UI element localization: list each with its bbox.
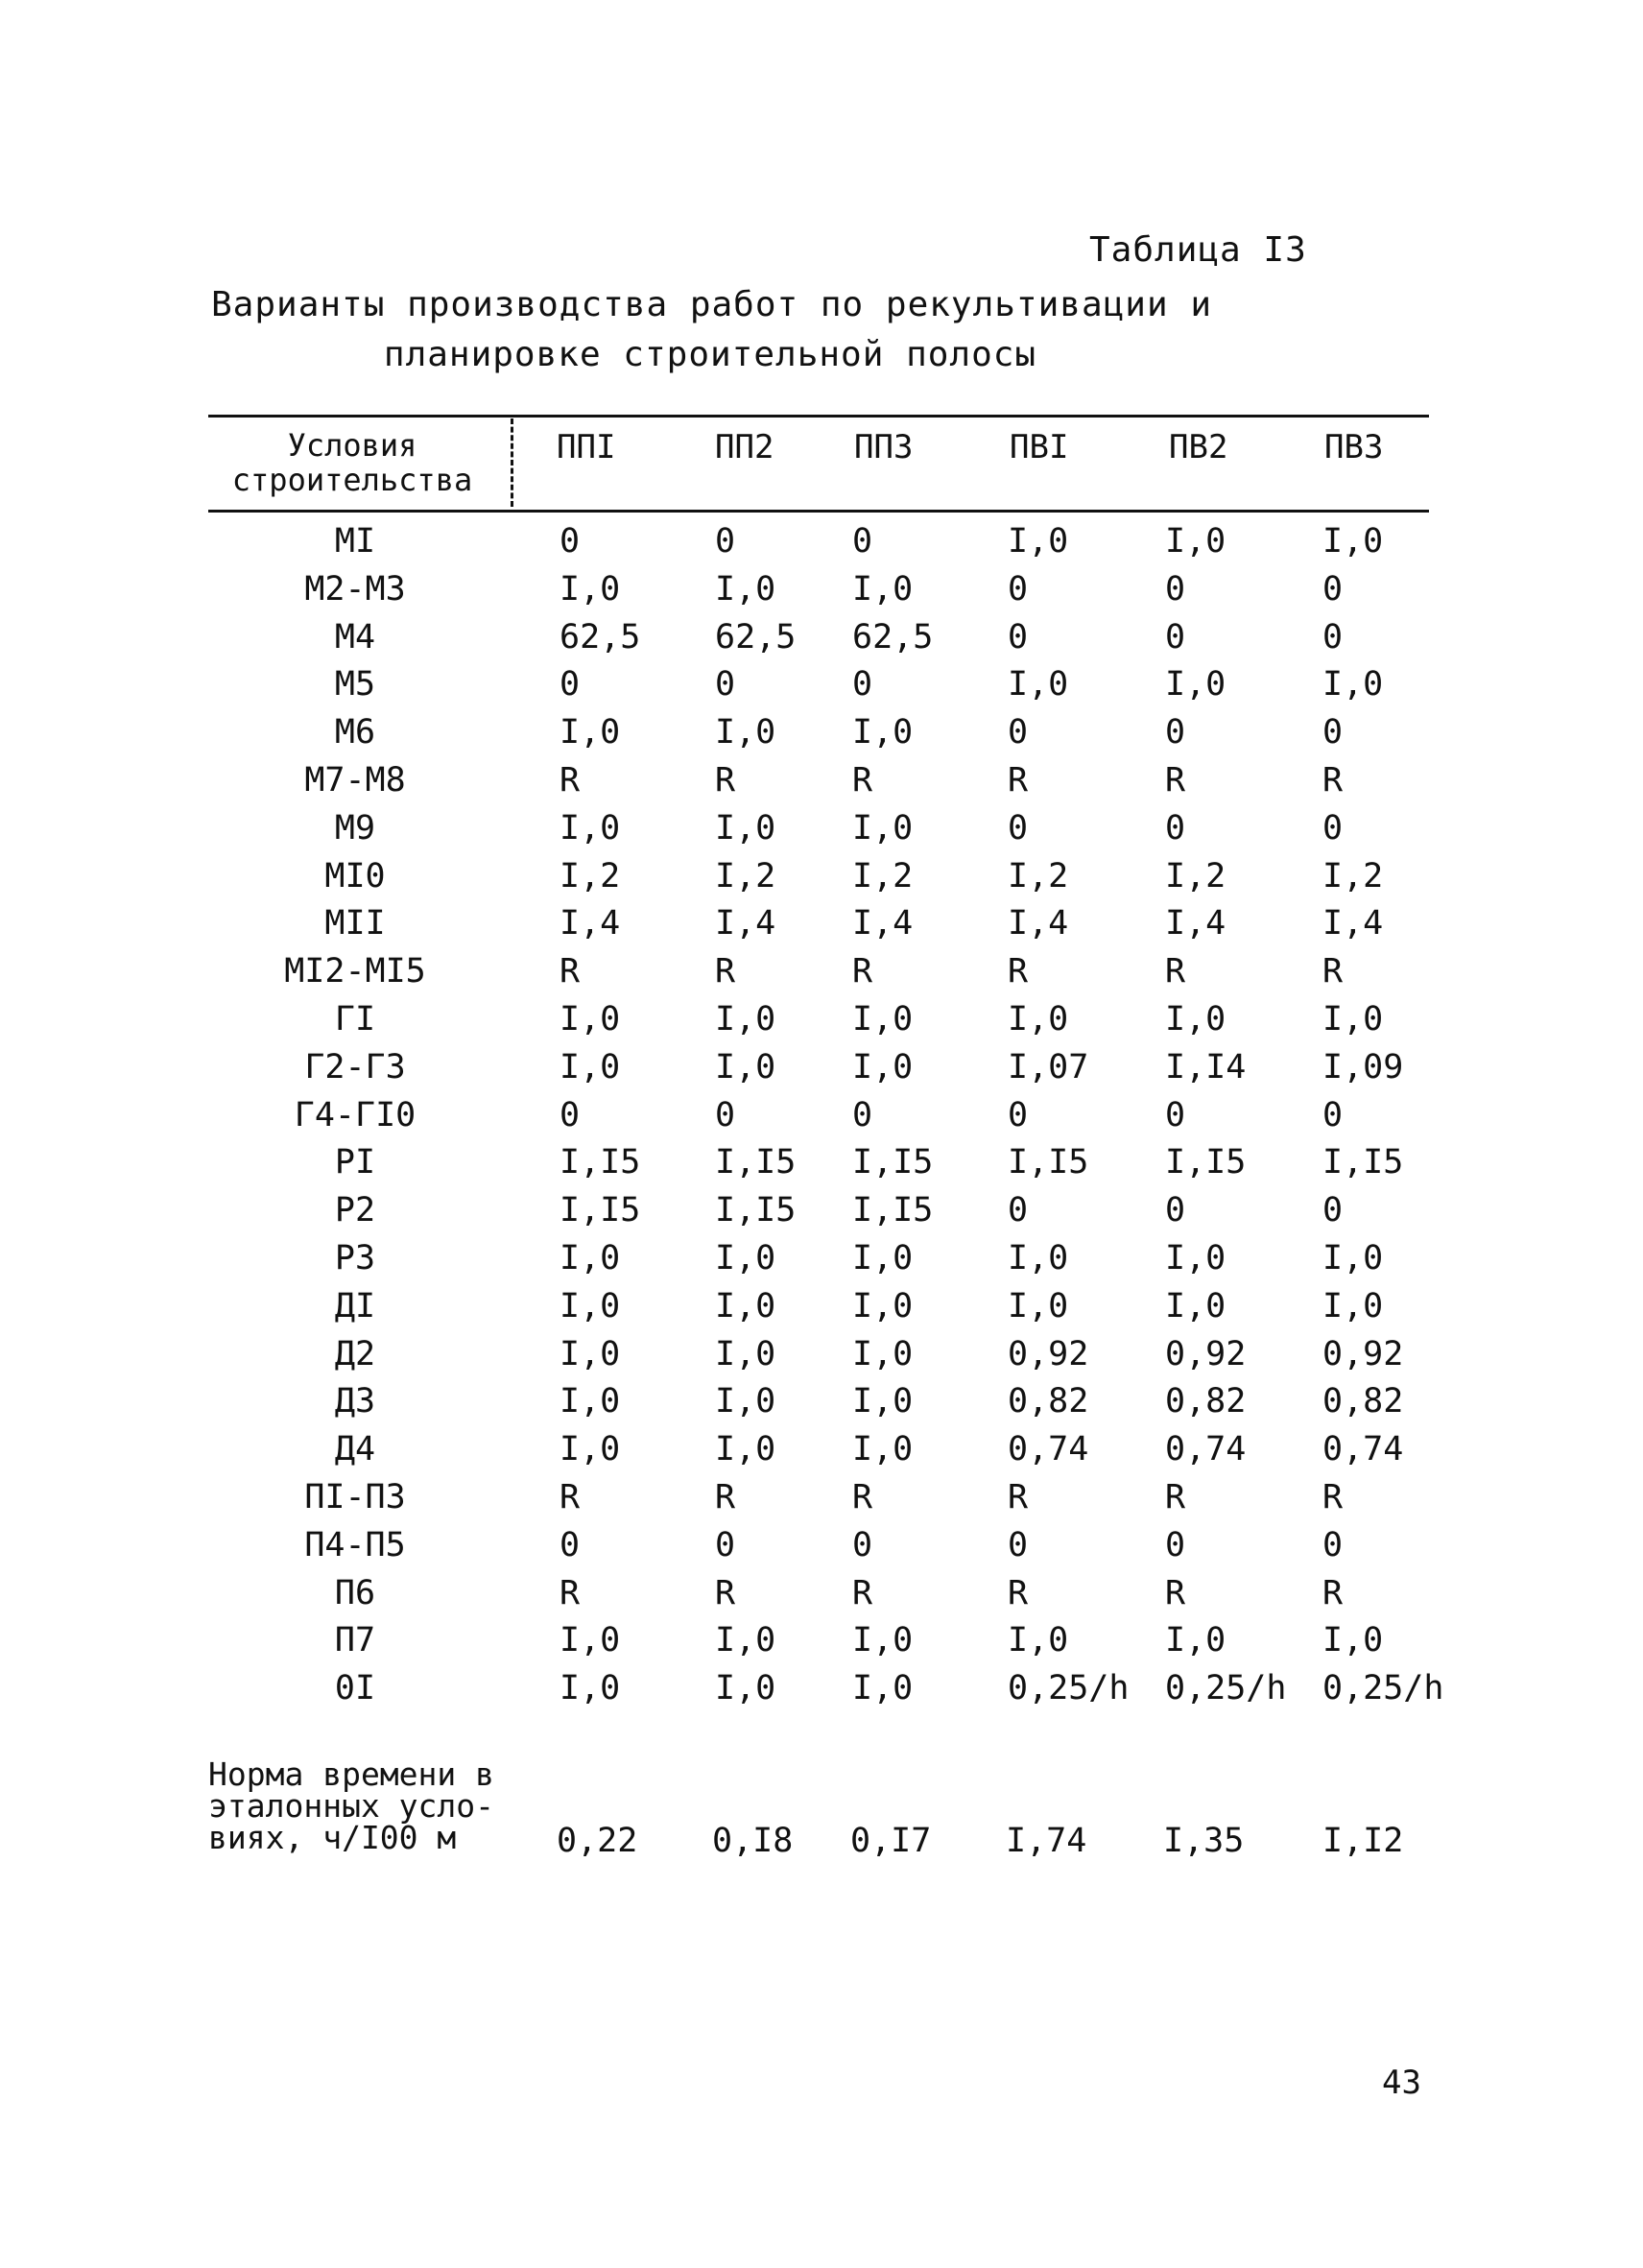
value-cell: R — [1165, 1573, 1186, 1612]
value-cell: 0 — [1322, 1095, 1344, 1134]
condition-cell: Р3 — [334, 1238, 376, 1277]
value-cell: I,0 — [852, 1238, 914, 1277]
value-cell: 0 — [1322, 617, 1344, 657]
value-cell: I,0 — [715, 1382, 776, 1421]
value-cell: R — [852, 760, 873, 800]
value-cell: 0,92 — [1165, 1334, 1247, 1373]
table-row — [0, 1092, 1643, 1140]
value-cell: I,I5 — [852, 1191, 934, 1230]
column-header-pv3: ПВ3 — [1324, 428, 1384, 466]
column-header-pvi: ПВI — [1010, 428, 1069, 466]
condition-header — [208, 428, 496, 497]
value-cell: I,I5 — [852, 1143, 934, 1182]
value-cell: I,0 — [715, 1334, 776, 1373]
value-cell: I,0 — [715, 569, 776, 609]
value-cell: R — [715, 952, 736, 991]
page-number: 43 — [1382, 2064, 1421, 2102]
table-row — [0, 1665, 1643, 1713]
condition-cell: ДI — [334, 1286, 376, 1325]
column-header-pv2: ПВ2 — [1169, 428, 1228, 466]
value-cell: 62,5 — [560, 617, 641, 657]
column-header-pp2: ПП2 — [715, 428, 774, 466]
value-cell: I,0 — [1165, 999, 1226, 1039]
table-row — [0, 1235, 1643, 1283]
condition-cell: МI — [334, 522, 376, 561]
value-cell: I,0 — [852, 1047, 914, 1086]
value-cell: I,0 — [715, 1621, 776, 1660]
value-cell: I,0 — [715, 808, 776, 848]
table-row — [0, 1139, 1643, 1187]
value-cell: I,0 — [560, 1621, 621, 1660]
column-header-pp3: ПП3 — [854, 428, 914, 466]
value-cell: I,0 — [852, 1334, 914, 1373]
table-row — [0, 1331, 1643, 1379]
table-row — [0, 1617, 1643, 1665]
value-cell: I,0 — [715, 1669, 776, 1708]
table-row — [0, 1283, 1643, 1331]
value-cell: 0 — [1165, 1191, 1186, 1230]
value-cell: R — [1322, 1477, 1344, 1516]
value-cell: 0,74 — [1008, 1430, 1089, 1469]
value-cell: 0 — [1008, 808, 1029, 848]
value-cell: I,0 — [852, 1286, 914, 1325]
condition-header-line-2: строительства — [231, 462, 473, 498]
table-row — [0, 1378, 1643, 1426]
value-cell: I,0 — [1322, 999, 1384, 1039]
value-cell: R — [1322, 760, 1344, 800]
value-cell: I,4 — [715, 904, 776, 943]
table-row — [0, 1187, 1643, 1235]
value-cell: 0 — [1165, 569, 1186, 609]
value-cell: I,4 — [560, 904, 621, 943]
value-cell: I,2 — [1165, 856, 1226, 895]
value-cell: R — [1165, 760, 1186, 800]
value-cell: I,I5 — [560, 1191, 641, 1230]
norm-value-pv2: I,35 — [1163, 1822, 1245, 1860]
value-cell: R — [560, 1573, 581, 1612]
value-cell: I,I5 — [715, 1143, 797, 1182]
value-cell: I,0 — [1008, 1621, 1069, 1660]
value-cell: 0 — [560, 1525, 581, 1564]
value-cell: 0 — [1008, 1525, 1029, 1564]
value-cell: I,0 — [715, 1286, 776, 1325]
value-cell: 0,25/h — [1165, 1669, 1287, 1708]
value-cell: I,4 — [1008, 904, 1069, 943]
value-cell: I,I5 — [1008, 1143, 1089, 1182]
table-body — [0, 518, 1643, 1713]
table-row — [0, 661, 1643, 709]
value-cell: I,0 — [560, 808, 621, 848]
value-cell: I,4 — [852, 904, 914, 943]
condition-cell: Р2 — [334, 1191, 376, 1230]
value-cell: I,0 — [560, 1430, 621, 1469]
value-cell: I,0 — [852, 1621, 914, 1660]
value-cell: I,0 — [1322, 522, 1384, 561]
value-cell: R — [1165, 1477, 1186, 1516]
value-cell: 0 — [1322, 569, 1344, 609]
value-cell: R — [852, 952, 873, 991]
table-row — [0, 614, 1643, 662]
table-row — [0, 805, 1643, 853]
value-cell: R — [1008, 1573, 1029, 1612]
condition-cell: П7 — [334, 1621, 376, 1660]
table-title-line-2: планировке строительной полосы — [383, 335, 1037, 374]
value-cell: 0 — [715, 522, 736, 561]
table-row — [0, 1044, 1643, 1092]
condition-cell: ГI — [334, 999, 376, 1039]
value-cell: I,0 — [1008, 665, 1069, 704]
value-cell: R — [1008, 760, 1029, 800]
value-cell: 0 — [1008, 1095, 1029, 1134]
table-title-line-1: Варианты производства работ по рекультивации и — [211, 285, 1212, 324]
value-cell: 0,92 — [1322, 1334, 1404, 1373]
condition-cell: М6 — [334, 713, 376, 752]
value-cell: 0 — [1165, 713, 1186, 752]
value-cell: 0,92 — [1008, 1334, 1089, 1373]
value-cell: I,0 — [852, 1382, 914, 1421]
value-cell: I,0 — [1008, 1238, 1069, 1277]
table-row — [0, 1426, 1643, 1474]
value-cell: I,0 — [852, 1669, 914, 1708]
value-cell: 0 — [852, 1095, 873, 1134]
value-cell: 0 — [1322, 1191, 1344, 1230]
value-cell: I,0 — [1165, 1286, 1226, 1325]
value-cell: 0 — [1165, 1095, 1186, 1134]
value-cell: 0 — [1165, 617, 1186, 657]
condition-cell: ПI-П3 — [304, 1477, 406, 1516]
value-cell: I,0 — [1322, 1238, 1384, 1277]
value-cell: I,0 — [852, 713, 914, 752]
value-cell: I,09 — [1322, 1047, 1404, 1086]
value-cell: I,2 — [715, 856, 776, 895]
value-cell: 0,82 — [1322, 1382, 1404, 1421]
condition-header-line-1: Условия — [287, 427, 417, 464]
condition-cell: Д4 — [334, 1430, 376, 1469]
value-cell: 0 — [852, 522, 873, 561]
value-cell: 0 — [560, 1095, 581, 1134]
table-row — [0, 518, 1643, 566]
header-dashed-divider — [511, 418, 513, 507]
value-cell: R — [560, 1477, 581, 1516]
value-cell: 0 — [1322, 808, 1344, 848]
value-cell: I,I4 — [1165, 1047, 1247, 1086]
value-cell: I,0 — [1008, 1286, 1069, 1325]
value-cell: 0 — [1008, 569, 1029, 609]
table-row — [0, 757, 1643, 805]
value-cell: I,4 — [1165, 904, 1226, 943]
value-cell: R — [715, 760, 736, 800]
value-cell: I,0 — [852, 808, 914, 848]
value-cell: I,0 — [1322, 1286, 1384, 1325]
value-cell: I,07 — [1008, 1047, 1089, 1086]
value-cell: I,0 — [560, 1334, 621, 1373]
condition-cell: Д2 — [334, 1334, 376, 1373]
condition-cell: МI2-МI5 — [284, 952, 426, 991]
value-cell: I,0 — [1165, 1238, 1226, 1277]
value-cell: I,0 — [852, 999, 914, 1039]
table-row — [0, 1522, 1643, 1570]
value-cell: I,0 — [852, 569, 914, 609]
value-cell: I,0 — [1322, 1621, 1384, 1660]
value-cell: I,I5 — [715, 1191, 797, 1230]
condition-cell: МII — [324, 904, 386, 943]
norm-value-pvi: I,74 — [1006, 1822, 1087, 1860]
table-header-rule — [208, 510, 1429, 513]
value-cell: R — [1008, 1477, 1029, 1516]
value-cell: I,0 — [560, 1382, 621, 1421]
value-cell: I,0 — [715, 1047, 776, 1086]
value-cell: I,2 — [852, 856, 914, 895]
value-cell: I,2 — [1322, 856, 1384, 895]
value-cell: I,0 — [715, 999, 776, 1039]
value-cell: I,0 — [560, 999, 621, 1039]
table-row — [0, 709, 1643, 757]
value-cell: R — [852, 1573, 873, 1612]
norm-value-pp3: 0,I7 — [850, 1822, 932, 1860]
value-cell: I,0 — [560, 1286, 621, 1325]
table-row — [0, 853, 1643, 901]
value-cell: 0 — [1008, 1191, 1029, 1230]
value-cell: I,0 — [560, 713, 621, 752]
value-cell: I,0 — [1008, 999, 1069, 1039]
value-cell: I,0 — [1322, 665, 1384, 704]
value-cell: 0 — [1165, 1525, 1186, 1564]
value-cell: 0 — [715, 1525, 736, 1564]
value-cell: I,I5 — [1322, 1143, 1404, 1182]
value-cell: R — [560, 952, 581, 991]
condition-cell: П6 — [334, 1573, 376, 1612]
value-cell: I,0 — [1008, 522, 1069, 561]
condition-cell: Г4-ГI0 — [294, 1095, 417, 1134]
value-cell: R — [852, 1477, 873, 1516]
value-cell: I,0 — [1165, 665, 1226, 704]
value-cell: 62,5 — [715, 617, 797, 657]
table-row — [0, 1570, 1643, 1618]
value-cell: R — [560, 760, 581, 800]
condition-cell: Г2-Г3 — [304, 1047, 406, 1086]
value-cell: 0,74 — [1165, 1430, 1247, 1469]
value-cell: I,0 — [1165, 1621, 1226, 1660]
condition-cell: М5 — [334, 665, 376, 704]
value-cell: I,0 — [715, 1430, 776, 1469]
value-cell: I,4 — [1322, 904, 1384, 943]
value-cell: I,0 — [560, 1047, 621, 1086]
value-cell: I,0 — [715, 1238, 776, 1277]
value-cell: 0 — [1165, 808, 1186, 848]
value-cell: R — [715, 1477, 736, 1516]
value-cell: I,0 — [560, 1669, 621, 1708]
table-row — [0, 996, 1643, 1044]
value-cell: 0,25/h — [1322, 1669, 1444, 1708]
value-cell: 0,82 — [1165, 1382, 1247, 1421]
norm-label: Норма времени в эталонных усло- виях, ч/I00 м — [208, 1755, 495, 1856]
value-cell: R — [1322, 1573, 1344, 1612]
table-row — [0, 566, 1643, 614]
value-cell: 0 — [1322, 1525, 1344, 1564]
table-top-rule — [208, 415, 1429, 418]
value-cell: I,0 — [560, 1238, 621, 1277]
value-cell: I,0 — [560, 569, 621, 609]
value-cell: 0 — [1008, 617, 1029, 657]
value-cell: 62,5 — [852, 617, 934, 657]
table-caption: Таблица I3 — [1089, 230, 1307, 270]
value-cell: I,I5 — [560, 1143, 641, 1182]
value-cell: R — [1008, 952, 1029, 991]
value-cell: I,I5 — [1165, 1143, 1247, 1182]
value-cell: R — [1322, 952, 1344, 991]
table-row — [0, 1474, 1643, 1522]
condition-cell: П4-П5 — [304, 1525, 406, 1564]
norm-value-pv3: I,I2 — [1322, 1822, 1404, 1860]
table-row — [0, 900, 1643, 948]
value-cell: R — [715, 1573, 736, 1612]
value-cell: I,0 — [1165, 522, 1226, 561]
value-cell: 0,82 — [1008, 1382, 1089, 1421]
condition-cell: М4 — [334, 617, 376, 657]
norm-value-ppi: 0,22 — [557, 1822, 638, 1860]
value-cell: I,0 — [715, 713, 776, 752]
value-cell: 0 — [852, 665, 873, 704]
value-cell: 0 — [852, 1525, 873, 1564]
condition-cell: М7-М8 — [304, 760, 406, 800]
column-header-ppi: ППI — [557, 428, 616, 466]
value-cell: 0 — [1008, 713, 1029, 752]
value-cell: 0,25/h — [1008, 1669, 1130, 1708]
condition-cell: М2-М3 — [304, 569, 406, 609]
value-cell: R — [1165, 952, 1186, 991]
condition-cell: РI — [334, 1143, 376, 1182]
value-cell: 0 — [715, 665, 736, 704]
value-cell: I,2 — [560, 856, 621, 895]
value-cell: I,0 — [852, 1430, 914, 1469]
value-cell: 0,74 — [1322, 1430, 1404, 1469]
norm-value-pp2: 0,I8 — [712, 1822, 794, 1860]
condition-cell: М9 — [334, 808, 376, 848]
condition-cell: МI0 — [324, 856, 386, 895]
value-cell: 0 — [1322, 713, 1344, 752]
table-title — [211, 280, 1212, 380]
value-cell: 0 — [560, 665, 581, 704]
value-cell: I,2 — [1008, 856, 1069, 895]
value-cell: 0 — [715, 1095, 736, 1134]
value-cell: 0 — [560, 522, 581, 561]
table-row — [0, 948, 1643, 996]
condition-cell: 0I — [334, 1669, 376, 1708]
condition-cell: Д3 — [334, 1382, 376, 1421]
